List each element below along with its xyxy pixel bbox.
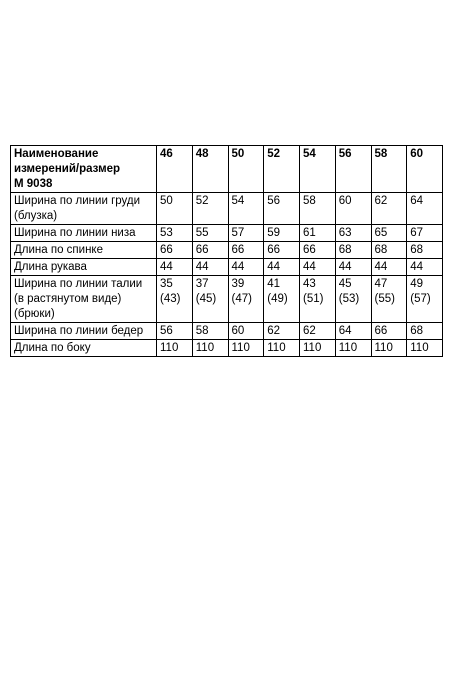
value-cell: 68: [407, 242, 443, 259]
value-cell: 39 (47): [228, 276, 264, 323]
value-cell: 110: [192, 340, 228, 357]
table-row: [11, 193, 443, 225]
value-cell: 66: [228, 242, 264, 259]
table-row: [11, 276, 443, 323]
header-row: [11, 146, 443, 193]
value-cell: 60: [228, 323, 264, 340]
value-cell: 44: [157, 259, 193, 276]
value-cell: 58: [192, 323, 228, 340]
table-row: [11, 259, 443, 276]
value-cell: 68: [407, 323, 443, 340]
size-table: [10, 145, 443, 357]
header-size-cell: 48: [192, 146, 228, 193]
value-cell: 110: [228, 340, 264, 357]
value-cell: 62: [264, 323, 300, 340]
value-cell: 66: [157, 242, 193, 259]
value-cell: 60: [335, 193, 371, 225]
row-label: Ширина по линии низа: [11, 225, 157, 242]
value-cell: 64: [335, 323, 371, 340]
value-cell: 44: [407, 259, 443, 276]
value-cell: 62: [300, 323, 336, 340]
value-cell: 63: [335, 225, 371, 242]
header-name-line2: измерений/размер: [14, 163, 121, 175]
header-name-cell: [11, 146, 157, 193]
value-cell: 55: [192, 225, 228, 242]
value-cell: 35 (43): [157, 276, 193, 323]
value-cell: 53: [157, 225, 193, 242]
table-row: [11, 225, 443, 242]
value-cell: 61: [300, 225, 336, 242]
row-label: Длина по спинке: [11, 242, 157, 259]
value-cell: 66: [300, 242, 336, 259]
value-cell: 59: [264, 225, 300, 242]
value-cell: 47 (55): [371, 276, 407, 323]
value-cell: 44: [264, 259, 300, 276]
value-cell: 66: [264, 242, 300, 259]
value-cell: 67: [407, 225, 443, 242]
header-size-cell: 58: [371, 146, 407, 193]
header-name-line1: Наименование: [14, 148, 99, 160]
header-size-cell: 54: [300, 146, 336, 193]
value-cell: 54: [228, 193, 264, 225]
value-cell: 43 (51): [300, 276, 336, 323]
value-cell: 44: [228, 259, 264, 276]
value-cell: 110: [264, 340, 300, 357]
value-cell: 44: [300, 259, 336, 276]
value-cell: 37 (45): [192, 276, 228, 323]
row-label: Длина рукава: [11, 259, 157, 276]
table-row: [11, 340, 443, 357]
value-cell: 64: [407, 193, 443, 225]
header-size-cell: 50: [228, 146, 264, 193]
row-label: Ширина по линии груди (блузка): [11, 193, 157, 225]
table-row: [11, 323, 443, 340]
value-cell: 68: [335, 242, 371, 259]
value-cell: 41 (49): [264, 276, 300, 323]
value-cell: 110: [335, 340, 371, 357]
header-size-cell: 52: [264, 146, 300, 193]
value-cell: 57: [228, 225, 264, 242]
header-size-cell: 56: [335, 146, 371, 193]
table-row: [11, 242, 443, 259]
value-cell: 65: [371, 225, 407, 242]
row-label: Длина по боку: [11, 340, 157, 357]
header-size-cell: 46: [157, 146, 193, 193]
value-cell: 58: [300, 193, 336, 225]
value-cell: 50: [157, 193, 193, 225]
header-name-line3: М 9038: [14, 178, 53, 190]
value-cell: 56: [264, 193, 300, 225]
row-label: Ширина по линии бедер: [11, 323, 157, 340]
value-cell: 68: [371, 242, 407, 259]
header-size-cell: 60: [407, 146, 443, 193]
value-cell: 110: [371, 340, 407, 357]
value-cell: 110: [157, 340, 193, 357]
value-cell: 44: [335, 259, 371, 276]
value-cell: 52: [192, 193, 228, 225]
value-cell: 44: [192, 259, 228, 276]
value-cell: 49 (57): [407, 276, 443, 323]
value-cell: 66: [371, 323, 407, 340]
value-cell: 110: [300, 340, 336, 357]
value-cell: 110: [407, 340, 443, 357]
value-cell: 45 (53): [335, 276, 371, 323]
value-cell: 62: [371, 193, 407, 225]
value-cell: 44: [371, 259, 407, 276]
value-cell: 66: [192, 242, 228, 259]
value-cell: 56: [157, 323, 193, 340]
row-label: Ширина по линии талии (в растянутом виде) (брюки): [11, 276, 157, 323]
